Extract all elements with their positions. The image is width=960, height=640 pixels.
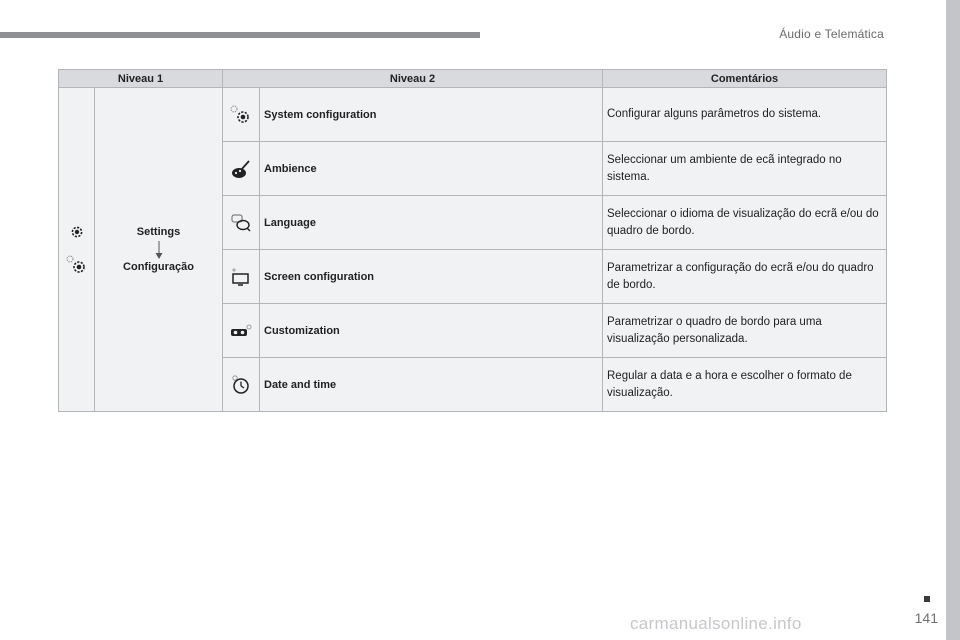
row-label: Date and time bbox=[260, 358, 603, 412]
level1-label-cell bbox=[95, 88, 223, 412]
column-header-niveau1: Niveau 1 bbox=[59, 70, 223, 88]
language-bubble-icon bbox=[223, 213, 259, 233]
page-number: 141 bbox=[914, 610, 938, 626]
row-label: Ambience bbox=[260, 142, 603, 196]
table-header-row bbox=[59, 70, 887, 88]
instrument-panel-icon bbox=[223, 323, 259, 339]
column-header-niveau2: Niveau 2 bbox=[223, 70, 603, 88]
row-icon-cell bbox=[223, 142, 260, 196]
arrow-down-icon bbox=[96, 240, 221, 260]
header-progress-bar bbox=[0, 32, 480, 38]
row-comment: Parametrizar o quadro de bordo para uma visualização personalizada. bbox=[603, 304, 887, 358]
settings-table bbox=[58, 69, 887, 412]
row-label: Customization bbox=[260, 304, 603, 358]
row-label: Language bbox=[260, 196, 603, 250]
row-label: System configuration bbox=[260, 88, 603, 142]
end-marker bbox=[924, 596, 930, 602]
row-icon-cell bbox=[223, 88, 260, 142]
row-comment: Seleccionar um ambiente de ecã integrado no sistema. bbox=[603, 142, 887, 196]
row-icon-cell bbox=[223, 250, 260, 304]
row-icon-cell bbox=[223, 304, 260, 358]
watermark-text: carmanualsonline.info bbox=[630, 614, 802, 633]
screen-brightness-icon bbox=[223, 267, 259, 287]
clock-icon bbox=[223, 374, 259, 396]
row-label: Screen configuration bbox=[260, 250, 603, 304]
brush-palette-icon bbox=[223, 158, 259, 180]
level1-icon-cell bbox=[59, 88, 95, 412]
level1-label-en: Settings bbox=[136, 225, 181, 238]
gear-settings-icon bbox=[65, 254, 89, 276]
row-comment: Regular a data e a hora e escolher o formato de visualização. bbox=[603, 358, 887, 412]
row-icon-cell bbox=[223, 358, 260, 412]
gear-icon bbox=[69, 224, 85, 240]
page-edge-strip bbox=[946, 0, 960, 640]
gear-settings-icon bbox=[223, 104, 259, 126]
level1-label-pt: Configuração bbox=[123, 260, 194, 273]
section-title: Áudio e Telemática bbox=[779, 27, 884, 41]
row-comment: Parametrizar a configuração do ecrã e/ou do quadro de bordo. bbox=[603, 250, 887, 304]
table-row bbox=[59, 88, 887, 142]
row-comment: Configurar alguns parâmetros do sistema. bbox=[603, 88, 887, 142]
column-header-comentarios: Comentários bbox=[603, 70, 887, 88]
row-icon-cell bbox=[223, 196, 260, 250]
row-comment: Seleccionar o idioma de visualização do ecrã e/ou do quadro de bordo. bbox=[603, 196, 887, 250]
